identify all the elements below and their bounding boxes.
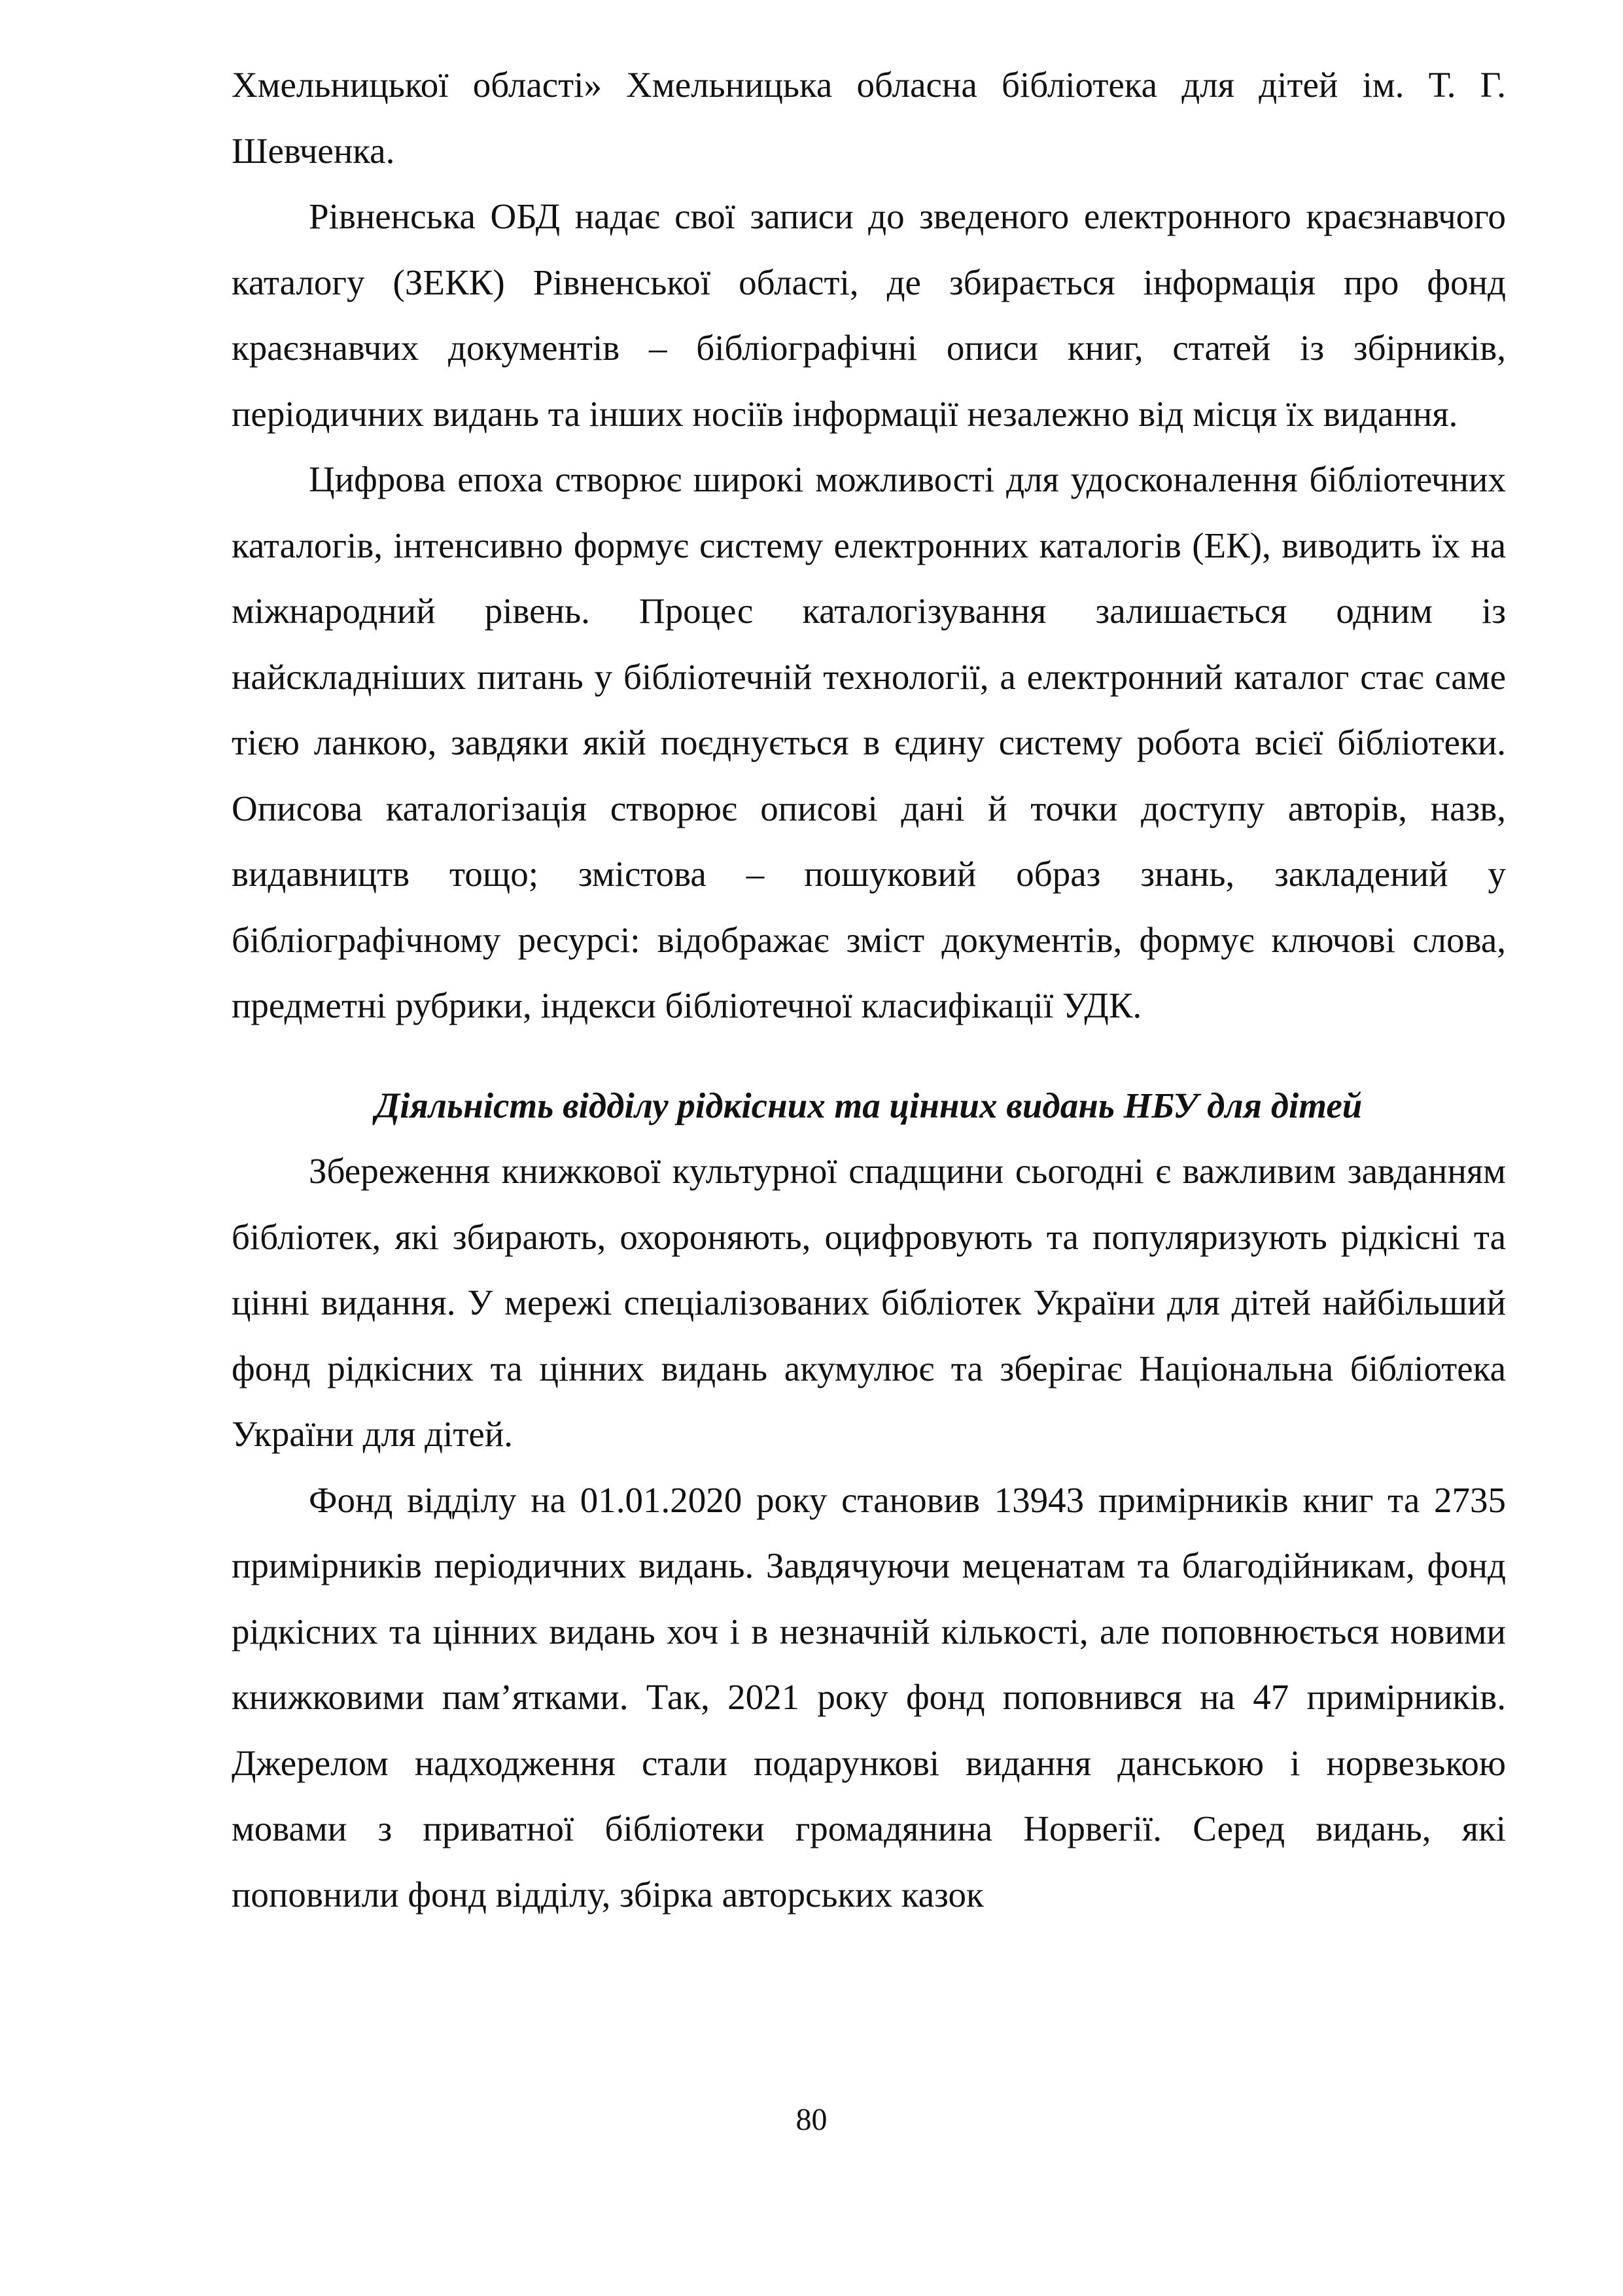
paragraph-rivne-library: Рівненська ОБД надає свої записи до зведеного електронного краєзнавчого каталогу (ЗЕКК) Рівненської області, де збирається інформація про фонд краєзнавчих документів – бібліографічні описи книг, статей із збірників, періодичних видань та інших носіїв інформації незалежно від місця їх видання. <box>232 196 1506 434</box>
paragraph-continuation: Хмельницької області» Хмельницька обласна бібліотека для дітей ім. Т. Г. Шевченка. <box>232 65 1506 171</box>
paragraph-department-fund: Фонд відділу на 01.01.2020 року становив 13943 примірників книг та 2735 примірників періодичних видань. Завдячуючи меценатам та благодійникам, фонд рідкісних та цінних видань хоч і в незначній кількості, але поповнюється новими книжковими пам’ятками. Так, 2021 року фонд поповнився на 47 примірників. Джерелом надходження стали подарункові видання данською і норвезькою мовами з приватної бібліотеки громадянина Норвегії. Серед видань, які поповнили фонд відділу, збірка авторських казок <box>232 1479 1506 1915</box>
section-heading: Діяльність відділу рідкісних та цінних видань НБУ для дітей <box>375 1085 1363 1125</box>
paragraph-book-heritage: Збереження книжкової культурної спадщини сьогодні є важливим завданням бібліотек, які збирають, охороняють, оцифровують та популяризують рідкісні та цінні видання. У мережі спеціалізованих бібліотек України для дітей найбільший фонд рідкісних та цінних видань акумулює та зберігає Національна бібліотека України для дітей. <box>232 1151 1506 1454</box>
section-spacer <box>232 1039 1506 1073</box>
page-number: 80 <box>795 2102 828 2137</box>
paragraph-digital-era: Цифрова епоха створює широкі можливості для удосконалення бібліотечних каталогів, інтенсивно формує систему електронних каталогів (ЕК), виводить їх на міжнародний рівень. Процес каталогізування залишається одним із найскладніших питань у бібліотечній технології, а електронний каталог стає саме тією ланкою, завдяки якій поєднується в єдину систему робота всієї бібліотеки. Описова каталогізація створює описові дані й точки доступу авторів, назв, видавництв тощо; змістова – пошуковий образ знань, закладений у бібліографічному ресурсі: відображає зміст документів, формує ключові слова, предметні рубрики, індекси бібліотечної класифікації УДК. <box>232 459 1506 1025</box>
document-page <box>232 52 1506 1928</box>
